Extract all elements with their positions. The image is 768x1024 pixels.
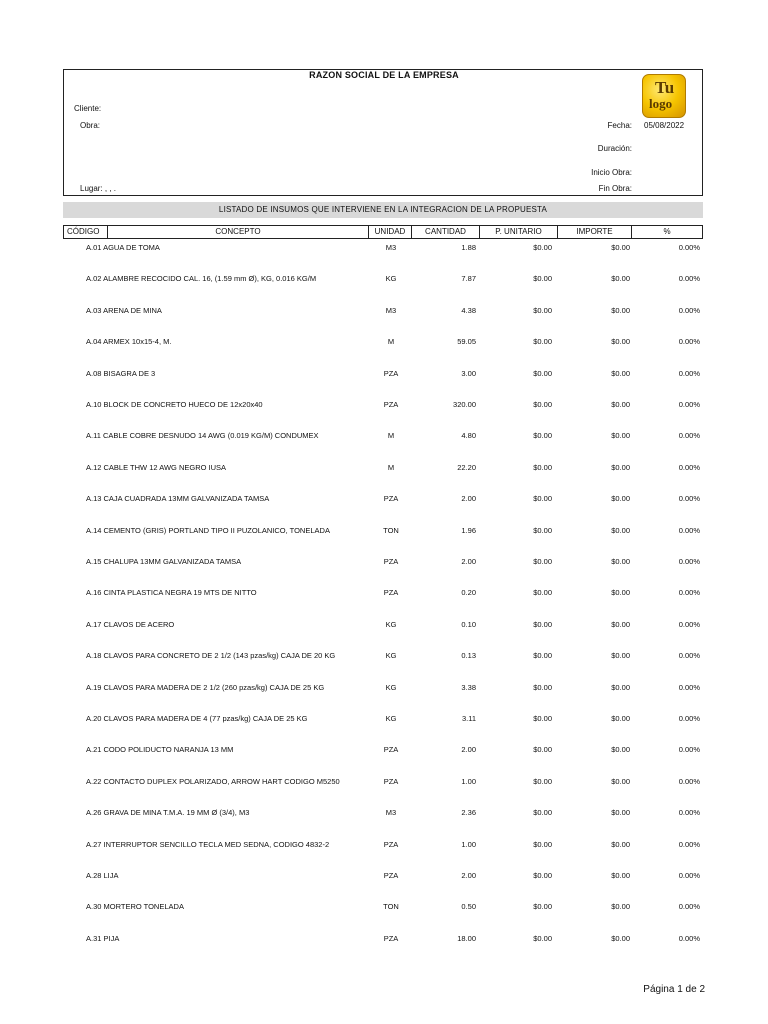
item-amount: $0.00 — [611, 525, 630, 535]
table-row — [0, 619, 768, 631]
section-banner: LISTADO DE INSUMOS QUE INTERVIENE EN LA INTEGRACION DE LA PROPUESTA — [63, 202, 703, 218]
item-unit: KG — [385, 619, 397, 629]
item-unit-price: $0.00 — [533, 776, 552, 786]
table-row — [0, 462, 768, 474]
item-code: A.16 CINTA PLASTICA NEGRA 19 MTS DE NITTO — [86, 588, 257, 598]
item-unit-price: $0.00 — [533, 871, 552, 880]
item-percent: 0.00% — [678, 243, 700, 252]
item-amount: $0.00 — [611, 933, 630, 943]
item-percent: 0.00% — [678, 682, 700, 692]
item-unit: KG — [385, 714, 397, 723]
item-quantity: 2.00 — [461, 745, 476, 755]
item-quantity: 22.20 — [457, 462, 476, 472]
item-unit-price: $0.00 — [533, 682, 552, 692]
table-row — [0, 305, 768, 317]
item-code: A.13 CAJA CUADRADA 13MM GALVANIZADA TAMSA — [86, 494, 270, 504]
duracion-label: Duración: — [597, 144, 632, 153]
item-quantity: 59.05 — [457, 337, 476, 347]
item-percent: 0.00% — [678, 525, 700, 535]
item-quantity: 3.00 — [461, 368, 476, 378]
item-unit-price: $0.00 — [533, 243, 552, 252]
item-amount: $0.00 — [611, 305, 630, 315]
item-unit: KG — [385, 651, 397, 661]
company-name: RAZON SOCIAL DE LA EMPRESA — [309, 70, 459, 80]
col-unidad: UNIDAD — [368, 225, 412, 239]
col-porcentaje: % — [631, 225, 703, 239]
item-percent: 0.00% — [678, 588, 700, 598]
item-code: A.10 BLOCK DE CONCRETO HUECO DE 12x20x40 — [86, 400, 263, 409]
item-code: A.27 INTERRUPTOR SENCILLO TECLA MED SEDNA, CODIGO 4832-2 — [86, 839, 330, 849]
item-unit: M — [387, 337, 395, 347]
item-percent: 0.00% — [678, 368, 700, 378]
item-unit-price: $0.00 — [533, 462, 552, 472]
table-row — [0, 336, 768, 348]
item-percent: 0.00% — [678, 902, 700, 912]
item-amount: $0.00 — [611, 588, 630, 598]
item-percent: 0.00% — [678, 431, 700, 441]
table-row — [0, 368, 768, 380]
item-quantity: 3.38 — [461, 682, 476, 692]
item-quantity: 2.00 — [461, 557, 476, 566]
item-unit: PZA — [383, 776, 399, 786]
col-codigo: CÓDIGO — [63, 225, 108, 239]
item-code: A.01 AGUA DE TOMA — [86, 243, 160, 252]
item-percent: 0.00% — [678, 714, 700, 723]
table-row — [0, 713, 768, 725]
item-percent: 0.00% — [678, 462, 700, 472]
item-percent: 0.00% — [678, 494, 700, 504]
item-amount: $0.00 — [611, 776, 630, 786]
table-row — [0, 399, 768, 411]
cliente-label: Cliente: — [74, 104, 102, 113]
table-row — [0, 682, 768, 694]
item-unit-price: $0.00 — [533, 431, 552, 441]
item-quantity: 4.80 — [461, 431, 476, 441]
item-code: A.03 ARENA DE MINA — [86, 305, 162, 315]
table-row — [0, 839, 768, 851]
item-amount: $0.00 — [611, 682, 630, 692]
item-unit-price: $0.00 — [533, 902, 552, 912]
item-unit: TON — [383, 902, 399, 912]
tu-logo-icon — [642, 74, 686, 118]
item-code: A.30 MORTERO TONELADA — [86, 902, 184, 912]
item-unit-price: $0.00 — [533, 494, 552, 504]
item-unit: PZA — [383, 839, 399, 849]
item-unit-price: $0.00 — [533, 368, 552, 378]
page-number: Página 1 de 2 — [643, 984, 705, 995]
item-amount: $0.00 — [611, 745, 630, 755]
item-amount: $0.00 — [611, 243, 630, 252]
item-code: A.08 BISAGRA DE 3 — [86, 368, 156, 378]
item-code: A.04 ARMEX 10x15-4, M. — [86, 337, 172, 347]
item-code: A.31 PIJA — [86, 933, 120, 943]
item-unit: PZA — [383, 871, 399, 880]
table-row — [0, 650, 768, 662]
item-percent: 0.00% — [678, 557, 700, 566]
item-quantity: 0.13 — [461, 651, 476, 661]
item-unit: KG — [385, 682, 397, 692]
table-row — [0, 776, 768, 788]
item-percent: 0.00% — [678, 400, 700, 409]
table-row — [0, 273, 768, 285]
table-row — [0, 430, 768, 442]
table-row — [0, 587, 768, 599]
item-code: A.20 CLAVOS PARA MADERA DE 4 (77 pzas/kg) CAJA DE 25 KG — [86, 714, 308, 723]
item-unit-price: $0.00 — [533, 745, 552, 755]
item-percent: 0.00% — [678, 933, 700, 943]
col-importe: IMPORTE — [557, 225, 632, 239]
item-percent: 0.00% — [678, 808, 700, 818]
table-row — [0, 525, 768, 537]
item-unit: TON — [383, 525, 399, 535]
item-code: A.18 CLAVOS PARA CONCRETO DE 2 1/2 (143 pzas/kg) CAJA DE 20 KG — [86, 651, 336, 661]
item-amount: $0.00 — [611, 368, 630, 378]
item-quantity: 0.20 — [461, 588, 476, 598]
item-unit: PZA — [383, 400, 399, 409]
item-quantity: 1.88 — [461, 243, 476, 252]
item-amount: $0.00 — [611, 902, 630, 912]
item-quantity: 2.00 — [461, 871, 476, 880]
lugar-label: Lugar: , , . — [80, 184, 117, 193]
item-unit-price: $0.00 — [533, 305, 552, 315]
item-unit: PZA — [383, 588, 399, 598]
item-unit: M3 — [385, 305, 397, 315]
item-amount: $0.00 — [611, 431, 630, 441]
item-amount: $0.00 — [611, 651, 630, 661]
table-row — [0, 870, 768, 882]
item-code: A.12 CABLE THW 12 AWG NEGRO IUSA — [86, 462, 227, 472]
item-unit: PZA — [383, 557, 399, 566]
item-unit: M3 — [385, 808, 397, 818]
obra-label: Obra: — [80, 121, 101, 130]
fin-obra-label: Fin Obra: — [598, 184, 632, 193]
item-unit-price: $0.00 — [533, 714, 552, 723]
item-unit: PZA — [383, 368, 399, 378]
item-unit-price: $0.00 — [533, 400, 552, 409]
item-unit: M3 — [385, 243, 397, 252]
item-code: A.28 LIJA — [86, 871, 119, 880]
item-percent: 0.00% — [678, 871, 700, 880]
item-amount: $0.00 — [611, 274, 630, 284]
item-amount: $0.00 — [611, 871, 630, 880]
col-p-unitario: P. UNITARIO — [479, 225, 558, 239]
item-amount: $0.00 — [611, 400, 630, 409]
inicio-obra-label: Inicio Obra: — [591, 168, 632, 177]
item-percent: 0.00% — [678, 619, 700, 629]
fecha-label: Fecha: — [607, 121, 632, 130]
item-unit: PZA — [383, 494, 399, 504]
item-unit-price: $0.00 — [533, 337, 552, 347]
item-quantity: 0.50 — [461, 902, 476, 912]
item-unit: PZA — [383, 933, 399, 943]
item-unit: M — [387, 462, 395, 472]
fecha-value: 05/08/2022 — [644, 121, 685, 130]
item-quantity: 3.11 — [461, 714, 476, 723]
item-code: A.17 CLAVOS DE ACERO — [86, 619, 175, 629]
item-code: A.19 CLAVOS PARA MADERA DE 2 1/2 (260 pzas/kg) CAJA DE 25 KG — [86, 682, 325, 692]
item-code: A.22 CONTACTO DUPLEX POLARIZADO, ARROW HART CODIGO M5250 — [86, 776, 340, 786]
item-unit-price: $0.00 — [533, 619, 552, 629]
item-amount: $0.00 — [611, 714, 630, 723]
item-amount: $0.00 — [611, 557, 630, 566]
item-amount: $0.00 — [611, 462, 630, 472]
item-quantity: 1.00 — [461, 839, 476, 849]
item-unit: M — [387, 431, 395, 441]
table-row — [0, 744, 768, 756]
table-row — [0, 807, 768, 819]
item-percent: 0.00% — [678, 745, 700, 755]
item-unit-price: $0.00 — [533, 588, 552, 598]
item-unit-price: $0.00 — [533, 651, 552, 661]
item-code: A.14 CEMENTO (GRIS) PORTLAND TIPO II PUZOLANICO, TONELADA — [86, 525, 330, 535]
item-percent: 0.00% — [678, 337, 700, 347]
item-amount: $0.00 — [611, 839, 630, 849]
item-unit-price: $0.00 — [533, 933, 552, 943]
item-quantity: 18.00 — [457, 933, 476, 943]
col-cantidad: CANTIDAD — [411, 225, 480, 239]
item-percent: 0.00% — [678, 839, 700, 849]
item-unit-price: $0.00 — [533, 557, 552, 566]
table-row — [0, 933, 768, 945]
item-quantity: 2.00 — [461, 494, 476, 504]
logo-text-bottom: logo — [649, 96, 673, 111]
item-quantity: 320.00 — [453, 400, 476, 409]
item-unit: KG — [385, 274, 397, 284]
item-unit: PZA — [383, 745, 399, 755]
item-quantity: 1.00 — [461, 776, 476, 786]
item-code: A.26 GRAVA DE MINA T.M.A. 19 MM Ø (3/4), M3 — [86, 808, 250, 818]
item-unit-price: $0.00 — [533, 808, 552, 818]
item-quantity: 4.38 — [461, 305, 476, 315]
item-unit-price: $0.00 — [533, 525, 552, 535]
logo-text-top: Tu — [655, 78, 675, 97]
item-amount: $0.00 — [611, 808, 630, 818]
item-amount: $0.00 — [611, 619, 630, 629]
item-code: A.02 ALAMBRE RECOCIDO CAL. 16, (1.59 mm Ø), KG, 0.016 KG/M — [86, 274, 317, 284]
item-percent: 0.00% — [678, 776, 700, 786]
item-unit-price: $0.00 — [533, 274, 552, 284]
item-amount: $0.00 — [611, 337, 630, 347]
item-code: A.21 CODO POLIDUCTO NARANJA 13 MM — [86, 745, 234, 755]
item-code: A.15 CHALUPA 13MM GALVANIZADA TAMSA — [86, 557, 242, 566]
table-row — [0, 242, 768, 254]
item-amount: $0.00 — [611, 494, 630, 504]
item-percent: 0.00% — [678, 305, 700, 315]
col-concepto: CONCEPTO — [107, 225, 369, 239]
table-row — [0, 493, 768, 505]
item-unit-price: $0.00 — [533, 839, 552, 849]
item-quantity: 0.10 — [461, 619, 476, 629]
item-percent: 0.00% — [678, 651, 700, 661]
item-percent: 0.00% — [678, 274, 700, 284]
table-row — [0, 556, 768, 568]
item-quantity: 2.36 — [461, 808, 476, 818]
item-quantity: 7.87 — [461, 274, 476, 284]
item-quantity: 1.96 — [461, 525, 476, 535]
table-row — [0, 901, 768, 913]
item-code: A.11 CABLE COBRE DESNUDO 14 AWG (0.019 KG/M) CONDUMEX — [86, 431, 319, 441]
